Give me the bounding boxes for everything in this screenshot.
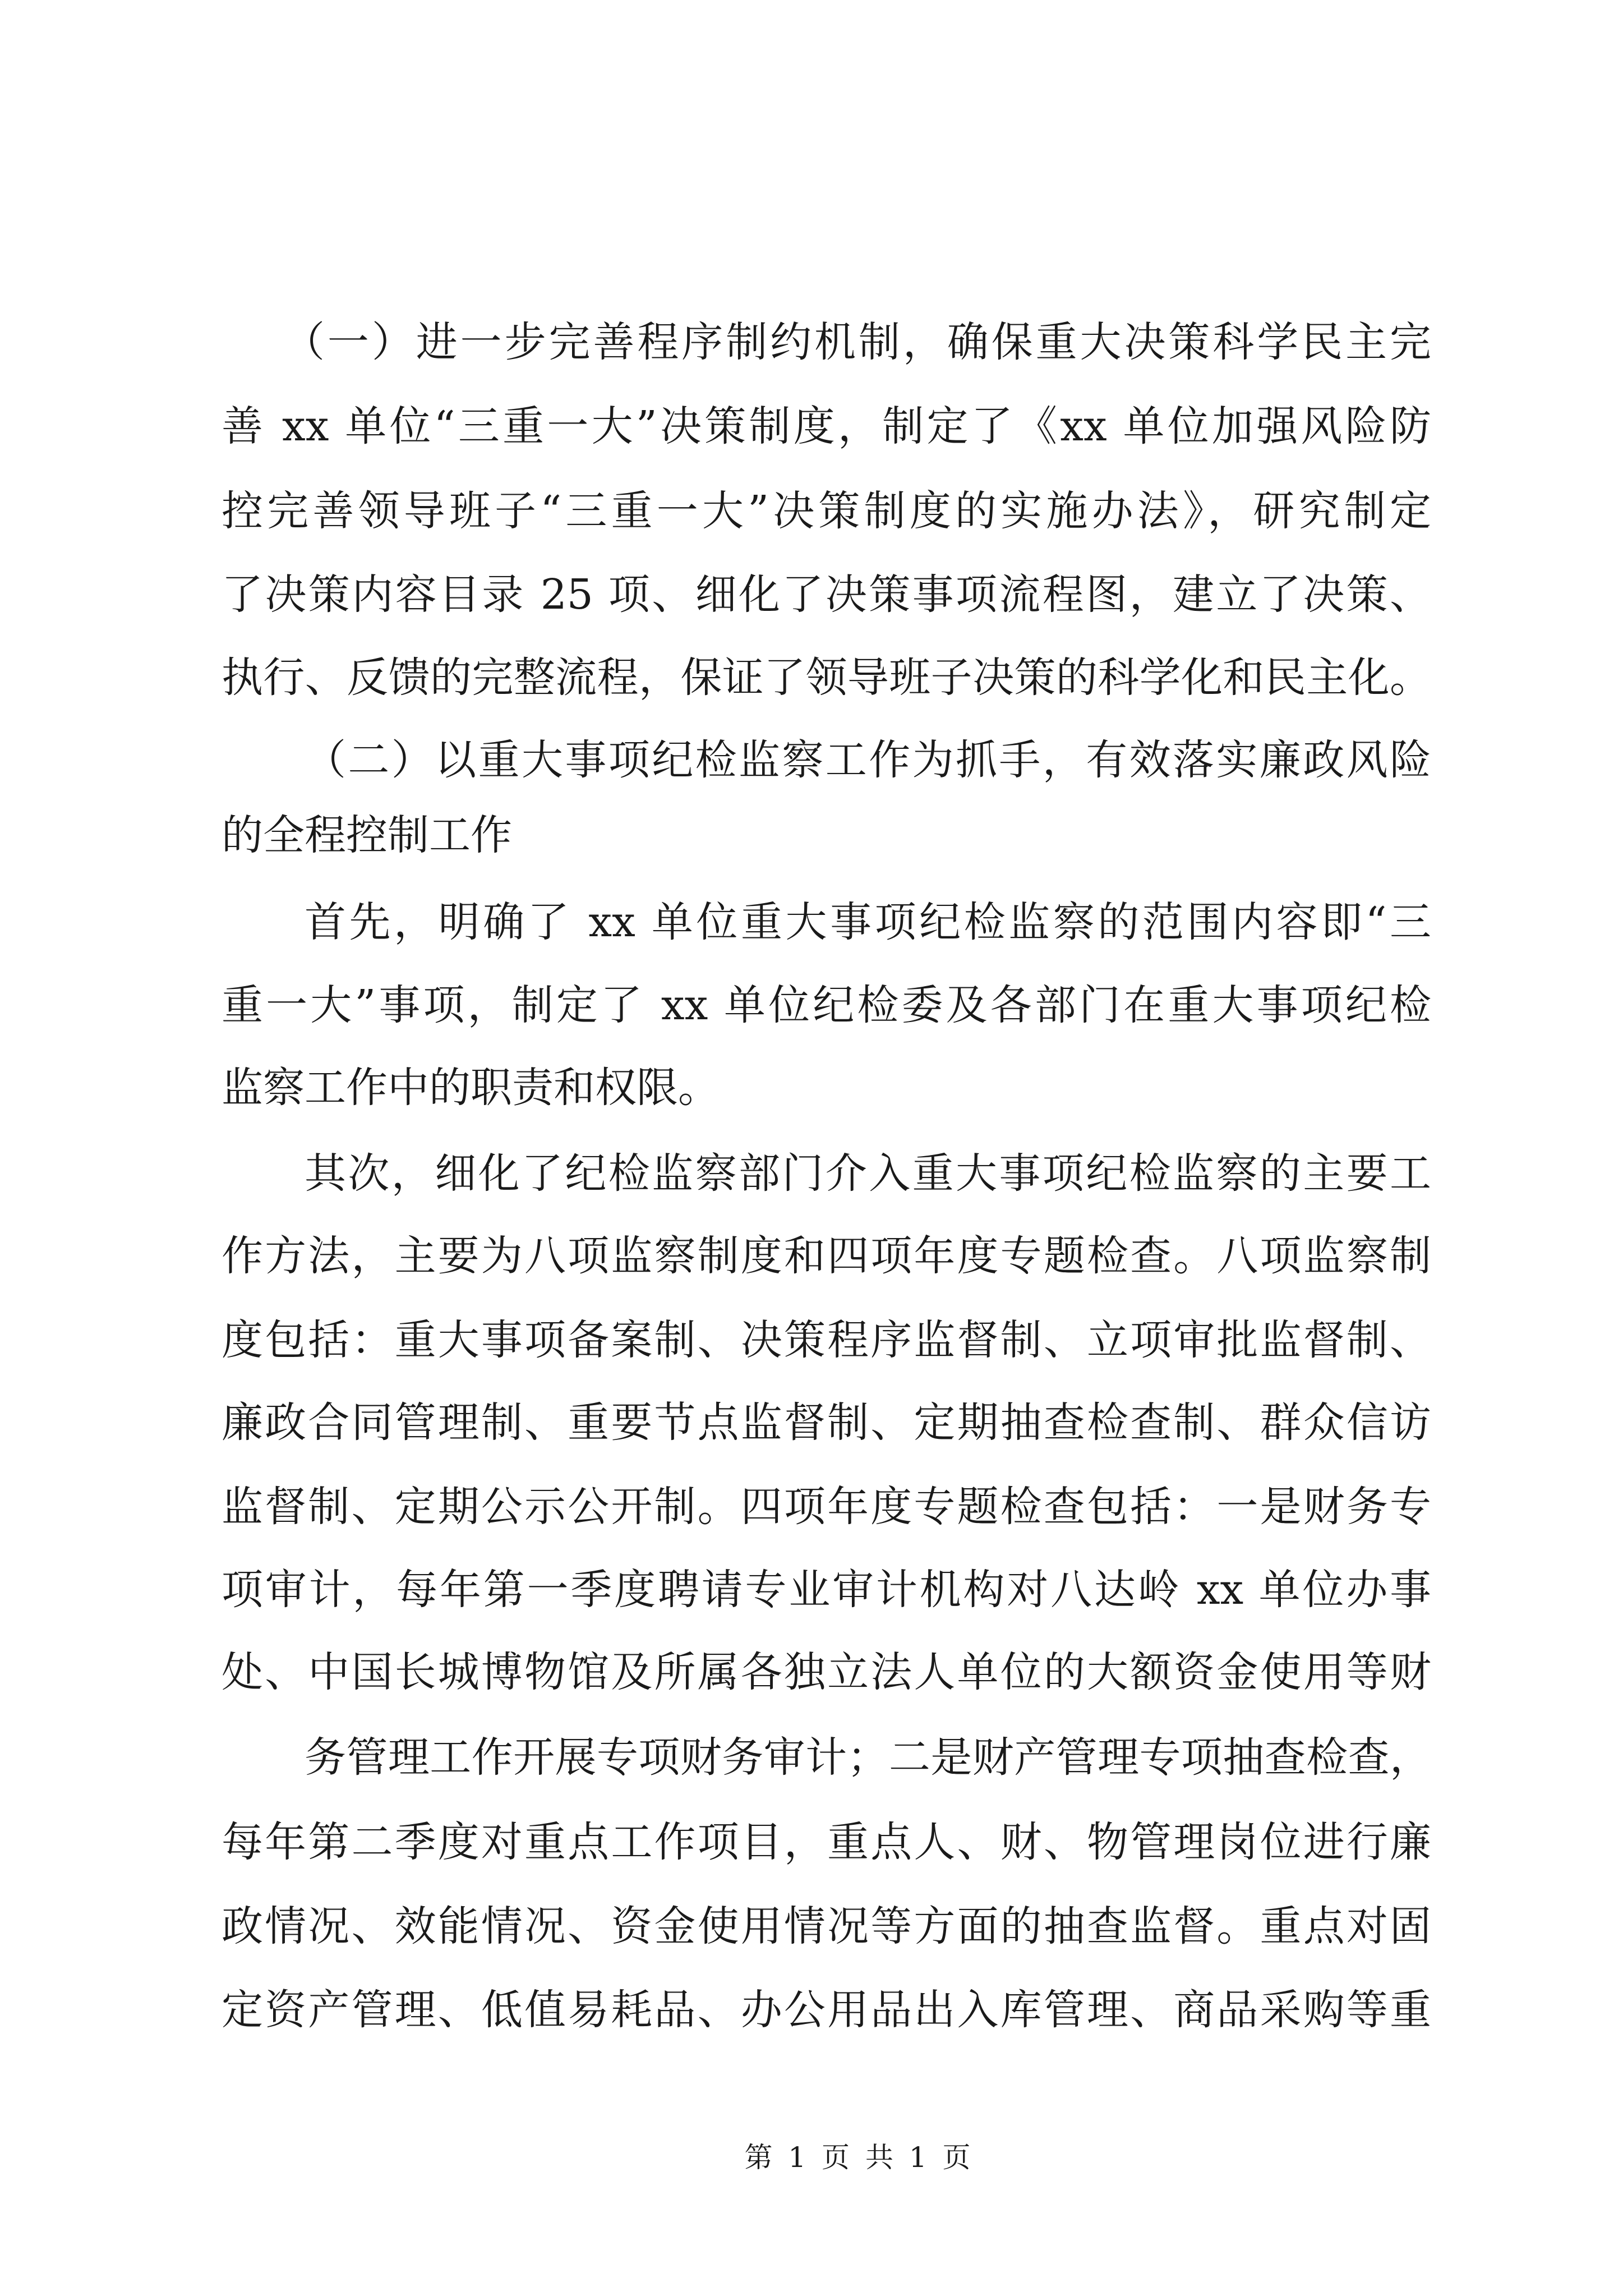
text-line: 度包括：重大事项备案制、决策程序监督制、立项审批监督制、 [222, 1316, 1431, 1364]
text-line: 监察工作中的职责和权限。 [222, 1064, 720, 1112]
text-line: （一）进一步完善程序制约机制，确保重大决策科学民主完 [283, 318, 1431, 366]
text-line: 重一大”事项，制定了 xx 单位纪检委及各部门在重大事项纪检 [222, 981, 1431, 1029]
text-line: 处、中国长城博物馆及所属各独立法人单位的大额资金使用等财 [222, 1648, 1431, 1696]
text-line: 监督制、定期公示公开制。四项年度专题检查包括：一是财务专 [222, 1483, 1431, 1531]
text-line: 作方法，主要为八项监察制度和四项年度专题检查。八项监察制 [222, 1232, 1431, 1280]
text-line: 定资产管理、低值易耗品、办公用品出入库管理、商品采购等重 [222, 1986, 1431, 2034]
text-line: 执行、反馈的完整流程，保证了领导班子决策的科学化和民主化。 [222, 654, 1431, 702]
page-number-footer: 第 1 页 共 1 页 [744, 2141, 974, 2174]
text-line: 务管理工作开展专项财务审计；二是财产管理专项抽查检查， [305, 1733, 1431, 1782]
text-line: 控完善领导班子“三重一大”决策制度的实施办法》，研究制定 [222, 487, 1431, 535]
text-line: 善 xx 单位“三重一大”决策制度，制定了《xx 单位加强风险防 [222, 402, 1431, 450]
text-line: 首先，明确了 xx 单位重大事项纪检监察的范围内容即“三 [305, 898, 1431, 946]
text-line: 的全程控制工作 [222, 811, 512, 859]
text-line: （二）以重大事项纪检监察工作为抓手，有效落实廉政风险 [305, 736, 1431, 784]
text-line: 政情况、效能情况、资金使用情况等方面的抽查监督。重点对固 [222, 1902, 1431, 1950]
text-line: 其次，细化了纪检监察部门介入重大事项纪检监察的主要工 [305, 1149, 1431, 1198]
text-line: 了决策内容目录 25 项、细化了决策事项流程图，建立了决策、 [222, 570, 1431, 619]
text-line: 廉政合同管理制、重要节点监督制、定期抽查检查制、群众信访 [222, 1398, 1431, 1447]
text-line: 每年第二季度对重点工作项目，重点人、财、物管理岗位进行廉 [222, 1818, 1431, 1866]
text-line: 项审计，每年第一季度聘请专业审计机构对八达岭 xx 单位办事 [222, 1566, 1431, 1614]
